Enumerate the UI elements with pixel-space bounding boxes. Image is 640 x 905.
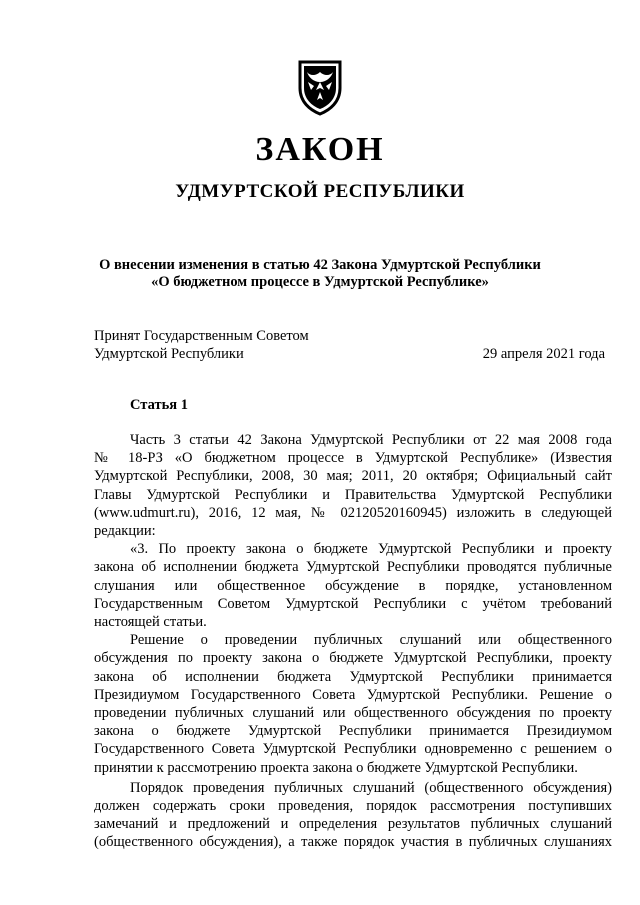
law-name-line: «О бюджетном процессе в Удмуртской Республике» <box>151 274 489 290</box>
document-subtitle: УДМУРТСКОЙ РЕСПУБЛИКИ <box>175 181 465 202</box>
udmurt-coat-of-arms-icon <box>294 58 346 121</box>
adoption-info <box>94 327 309 363</box>
paragraph-line: слушания или общественное обсуждение в порядке, установленном <box>94 577 612 594</box>
paragraph-line: Президиумом Государственного Совета Удмуртской Республики. Решение о <box>94 686 612 703</box>
paragraph-line: проведении публичных слушаний или общественного обсуждения по проекту <box>94 705 612 722</box>
paragraph-line: Порядок проведения публичных слушаний (общественного обсуждения) <box>130 779 612 796</box>
paragraph-line: (общественного обсуждения), а также порядок участия в публичных слушаниях <box>94 834 612 851</box>
paragraph-line: закона об исполнении бюджета Удмуртской Республики принимается <box>94 668 612 685</box>
law-name <box>0 257 640 291</box>
paragraph-line: «3. По проекту закона о бюджете Удмуртской Республики и проекту <box>130 541 612 558</box>
paragraph-line: (www.udmurt.ru), 2016, 12 мая, № 02120520160945) изложить в следующей <box>94 504 612 521</box>
paragraph-line: Решение о проведении публичных слушаний или общественного <box>130 632 612 649</box>
paragraph <box>94 631 612 777</box>
law-name-line: О внесении изменения в статью 42 Закона Удмуртской Республики <box>99 257 541 273</box>
paragraph-line: редакции: <box>94 523 156 540</box>
paragraph-line: Государственного Совета Удмуртской Республики одновременно с решением о <box>94 741 612 758</box>
paragraph-line: Удмуртской Республики, 2008, 30 мая; 2011, 20 октября; Официальный сайт <box>94 468 612 485</box>
paragraph <box>94 779 612 852</box>
paragraph-line: Государственным Советом Удмуртской Республики с учётом требований <box>94 595 612 612</box>
adoption-line: Принят Государственным Советом <box>94 328 309 344</box>
paragraph-line: должен содержать сроки проведения, порядок рассмотрения поступивших <box>94 798 612 815</box>
paragraph-line: Часть 3 статьи 42 Закона Удмуртской Республики от 22 мая 2008 года <box>130 432 612 448</box>
document-title: ЗАКОН <box>255 131 385 168</box>
article-body <box>94 431 612 852</box>
paragraph <box>94 540 612 631</box>
paragraph-line: № 18-РЗ «О бюджетном процессе в Удмуртской Республике» (Известия <box>94 450 612 467</box>
paragraph-line: настоящей статьи. <box>94 614 207 631</box>
paragraph-line: замечаний и предложений и определения результатов публичных слушаний <box>94 816 612 833</box>
paragraph-line: закона об исполнении бюджета Удмуртской Республики проводятся публичные <box>94 559 612 576</box>
adoption-line: Удмуртской Республики <box>94 346 244 362</box>
adoption-date: 29 апреля 2021 года <box>482 346 605 362</box>
paragraph-line: Главы Удмуртской Республики и Правительства Удмуртской Республики <box>94 486 612 503</box>
article-heading: Статья 1 <box>130 397 188 413</box>
paragraph-line: обсуждения по проекту закона о бюджете Удмуртской Республики, проекту <box>94 650 612 667</box>
paragraph <box>94 431 612 540</box>
paragraph-line: принятии к рассмотрению проекта закона о бюджете Удмуртской Республики. <box>94 759 578 776</box>
paragraph-line: закона о бюджете Удмуртской Республики принимается Президиумом <box>94 723 612 740</box>
